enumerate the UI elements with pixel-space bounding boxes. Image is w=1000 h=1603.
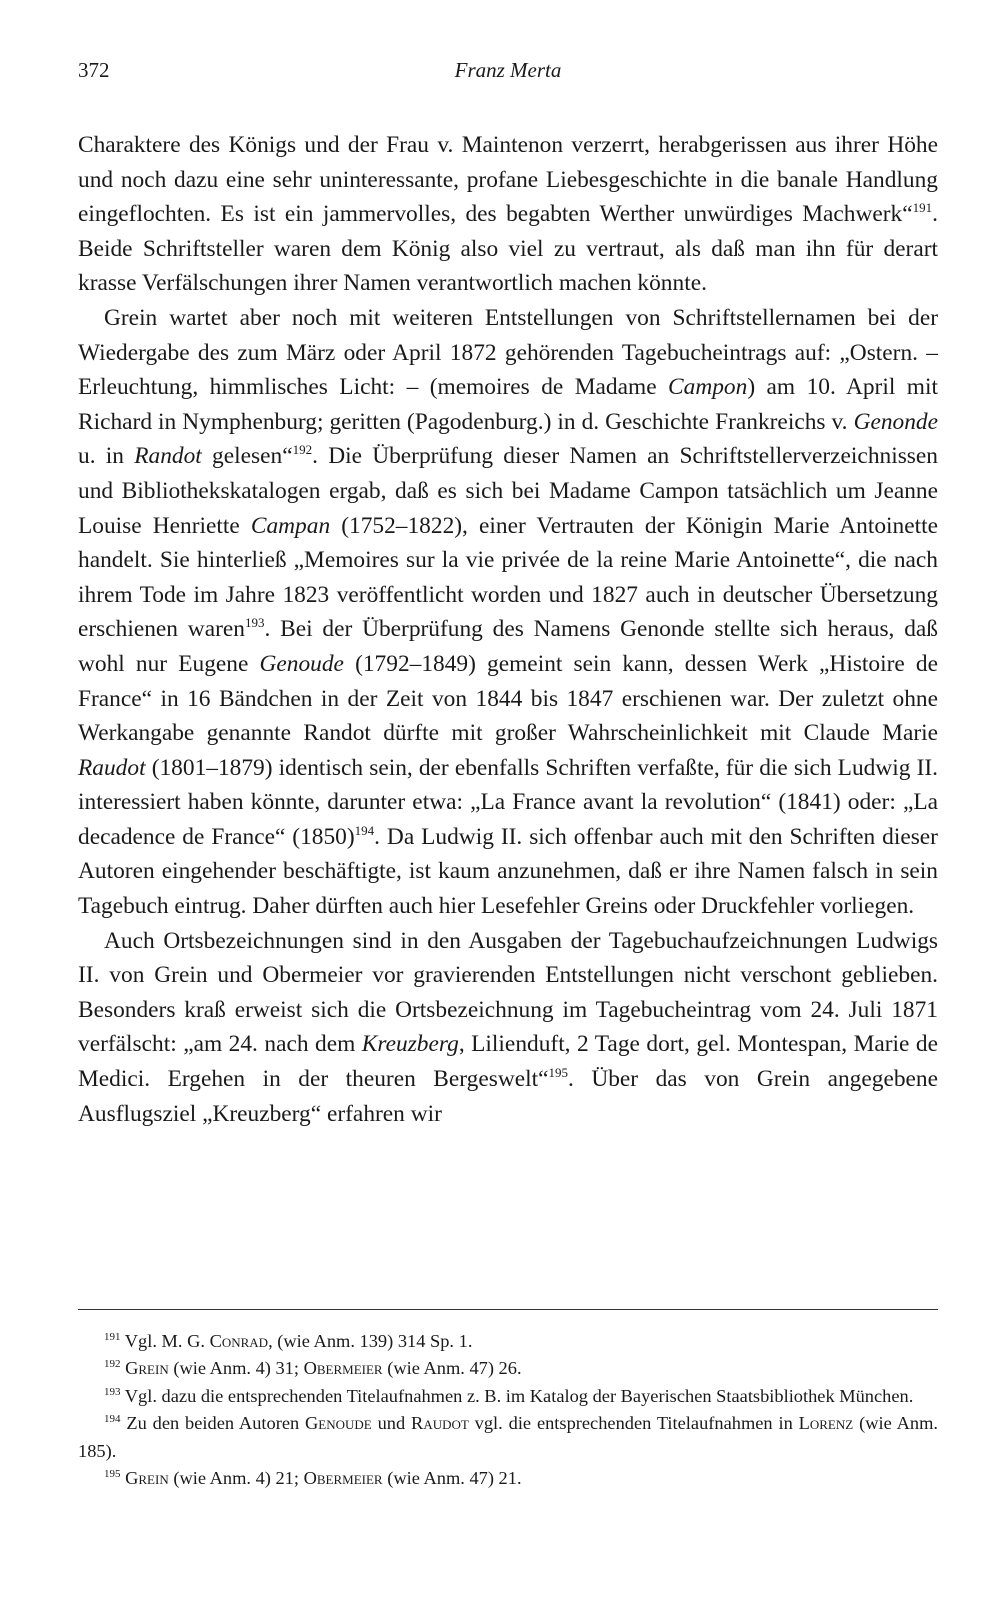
italic-name: Kreuzberg — [361, 1031, 459, 1058]
footnote-193 — [78, 1383, 938, 1410]
footnote-number: 191 — [104, 1330, 121, 1343]
text-run: u. in — [78, 443, 135, 470]
running-title: Franz Merta — [454, 58, 562, 82]
footnote-192 — [78, 1355, 938, 1382]
text-run: . Über das von Grein angegebene Ausflugsziel „Kreuzberg“ erfahren wir — [78, 1066, 938, 1127]
footnote-number: 193 — [104, 1385, 121, 1398]
author-name: Obermeier — [303, 1468, 383, 1489]
text-run: , (wie Anm. 139) 314 Sp. 1. — [268, 1331, 473, 1351]
author-name: Conrad — [209, 1331, 269, 1351]
footnotes — [78, 1328, 938, 1492]
text-run: . Da Ludwig II. sich offenbar auch mit den Schriften dieser Autoren eingehender beschäftigte, ist kaum anzunehmen, daß er ihre Namen falsch in sein Tagebuch eintrug. Daher dürften auch hier Lesefehler Greins oder Druckfehler vorliegen. — [78, 823, 938, 920]
paragraph-1 — [78, 128, 938, 301]
author-name: Genoude — [305, 1413, 372, 1434]
footnote-194 — [78, 1410, 938, 1465]
text-run: Zu den beiden Autoren — [126, 1413, 306, 1434]
footnote-191 — [78, 1328, 938, 1355]
italic-name: Genonde — [853, 408, 938, 435]
footnote-number: 194 — [104, 1413, 121, 1426]
italic-name: Campon — [668, 374, 748, 401]
page-header — [78, 58, 938, 90]
footnote-ref-194: 194 — [354, 823, 375, 839]
footnote-ref-195: 195 — [548, 1065, 568, 1081]
italic-name: Campan — [250, 512, 331, 539]
author-name: Grein — [125, 1358, 169, 1379]
body-text — [78, 128, 938, 1131]
footnote-ref-192: 192 — [292, 442, 313, 458]
footnote-number: 195 — [104, 1467, 121, 1480]
text-run: . Beide Schriftsteller waren dem König also viel zu vertraut, als daß man ihn für derart krasse Verfälschungen ihrer Namen verantwortlich machen könnte. — [78, 201, 938, 297]
text-run: (wie Anm. 185). — [78, 1413, 938, 1461]
text-run: Vgl. M. G. — [124, 1331, 210, 1351]
text-run: (wie Anm. 4) 31; — [168, 1358, 304, 1379]
text-run: , Lilienduft, 2 Tage dort, gel. Montespan, Marie de Medici. Ergehen in der theuren Bergeswelt“ — [78, 1031, 938, 1093]
text-run: (wie Anm. 4) 21; — [168, 1468, 304, 1489]
italic-name: Randot — [134, 443, 202, 470]
page-number: 372 — [78, 58, 110, 82]
footnote-ref-191: 191 — [912, 200, 933, 216]
author-name: Grein — [125, 1468, 169, 1489]
author-name: Lorenz — [798, 1413, 854, 1434]
text-run: . Die Überprüfung dieser Namen an Schriftstellerverzeichnissen und Bibliothekskatalogen ergab, daß es sich bei Madame Campon tatsächlich um Jeanne Louise Henriette — [78, 443, 938, 539]
text-run: (1801–1879) identisch sein, der ebenfalls Schriften verfaßte, für die sich Ludwig II. interessiert haben könnte, darunter etwa: „La France avant la revolution“ (1841) oder: „La decadence de France“ (1850) — [78, 754, 938, 850]
text-run: Vgl. dazu die entsprechenden Titelaufnahmen z. B. im Katalog der Bayerischen Staatsbibliothek München. — [124, 1385, 914, 1406]
text-run: und — [371, 1413, 412, 1434]
text-run: Charaktere des Königs und der Frau v. Maintenon verzerrt, herabgerissen aus ihrer Höhe und noch dazu eine sehr uninteressante, profane Liebesgeschichte in die banale Handlung eingeflochten. Es ist ein jammervolles, des begabten Werther unwürdiges Machwerk“ — [78, 132, 938, 228]
footnote-ref-193: 193 — [244, 615, 265, 631]
text-run: gelesen“ — [201, 443, 293, 470]
text-run: Auch Ortsbezeichnungen sind in den Ausgaben der Tagebuchaufzeichnungen Ludwigs II. von Grein und Obermeier vor gravierenden Entstellungen nicht verschont geblieben. Besonders kraß erweist sich die Ortsbezeichnung im Tagebucheintrag vom 24. Juli 1871 verfälscht: „am 24. nach dem — [78, 927, 938, 1058]
text-run: vgl. die entsprechenden Titelaufnahmen in — [468, 1413, 799, 1434]
text-run: Grein wartet aber noch mit weiteren Entstellungen von Schriftstellernamen bei der Wiedergabe des zum März oder April 1872 gehörenden Tagebucheintrags auf: „Ostern. – Erleuchtung, himmlisches Licht: – (memoires de Madame — [78, 304, 938, 401]
text-run: (1792–1849) gemeint sein kann, dessen Werk „Histoire de France“ in 16 Bändchen in der Zeit von 1844 bis 1847 erschienen war. Der zuletzt ohne Werkangabe genannte Randot dürfte mit großer Wahrscheinlichkeit mit Claude Marie — [78, 650, 938, 747]
author-name: Obermeier — [303, 1358, 383, 1379]
footnote-195 — [78, 1465, 938, 1492]
italic-name: Raudot — [78, 754, 146, 781]
text-run: (wie Anm. 47) 21. — [382, 1468, 522, 1489]
footnote-number: 192 — [104, 1358, 121, 1371]
italic-name: Genoude — [259, 650, 344, 677]
text-run: (wie Anm. 47) 26. — [382, 1358, 522, 1379]
footnote-separator — [78, 1309, 938, 1310]
author-name: Raudot — [411, 1413, 469, 1434]
text-run: ) am 10. April mit Richard in Nymphenburg; geritten (Pagodenburg.) in d. Geschichte Frankreichs v. — [78, 374, 938, 435]
text-run: (1752–1822), einer Vertrauten der Königin Marie Antoinette handelt. Sie hinterließ „Memoires sur la vie privée de la reine Marie Antoinette“, die nach ihrem Tode im Jahre 1823 veröffentlicht worden und 1827 auch in deutscher Übersetzung erschienen waren — [78, 512, 938, 643]
paragraph-2 — [78, 301, 938, 924]
paragraph-3 — [78, 924, 938, 1132]
text-run: . Bei der Überprüfung des Namens Genonde stellte sich heraus, daß wohl nur Eugene — [78, 616, 938, 677]
